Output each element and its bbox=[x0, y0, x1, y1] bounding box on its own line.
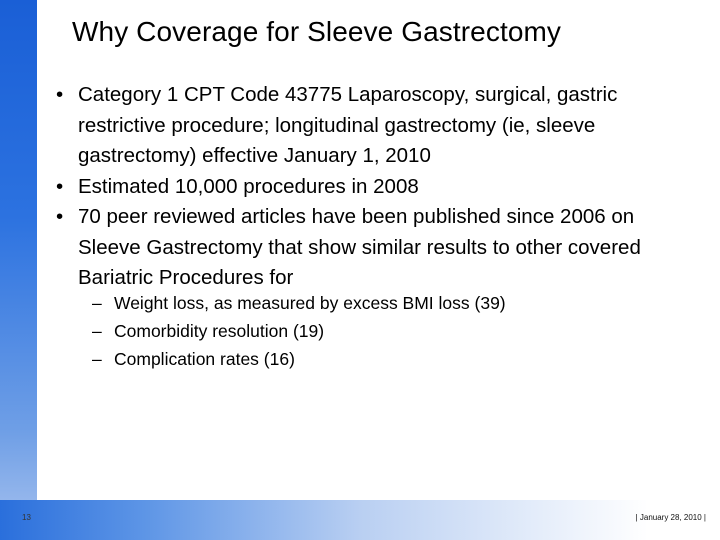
footer-gradient-band bbox=[0, 500, 720, 540]
sidebar-gradient-bar bbox=[0, 0, 37, 540]
bullet-item bbox=[56, 202, 696, 294]
sub-bullet-dash: – bbox=[92, 321, 102, 341]
bullet-item bbox=[56, 172, 696, 203]
sub-bullet-item bbox=[92, 289, 506, 317]
bullet-dot: • bbox=[56, 205, 64, 228]
bullet-text: Category 1 CPT Code 43775 Laparoscopy, surgical, gastric restrictive procedure; longitudinal gastrectomy (ie, sleeve gastrectomy) effective January 1, 2010 bbox=[78, 83, 618, 167]
bullet-item bbox=[56, 80, 696, 172]
bullet-text: Estimated 10,000 procedures in 2008 bbox=[78, 174, 419, 198]
slide-title: Why Coverage for Sleeve Gastrectomy bbox=[72, 16, 562, 47]
bullet-list bbox=[56, 80, 696, 294]
sub-bullet-dash: – bbox=[92, 349, 102, 369]
sub-bullet-text: Complication rates (16) bbox=[114, 349, 295, 369]
sub-bullet-text: Comorbidity resolution (19) bbox=[114, 321, 325, 341]
bullet-text: 70 peer reviewed articles have been published since 2006 on Sleeve Gastrectomy that show similar results to other covered Bariatric Procedures for bbox=[78, 205, 641, 289]
footer-date: | January 28, 2010 | bbox=[635, 513, 706, 522]
sub-bullet-item bbox=[92, 345, 506, 373]
bullet-dot: • bbox=[56, 83, 64, 106]
bullet-dot: • bbox=[56, 174, 64, 198]
sub-bullet-dash: – bbox=[92, 293, 102, 313]
sub-bullet-text: Weight loss, as measured by excess BMI loss (39) bbox=[114, 293, 506, 313]
sub-bullet-item bbox=[92, 317, 506, 345]
page-number: 13 bbox=[22, 513, 31, 522]
sub-bullet-list bbox=[92, 289, 506, 373]
